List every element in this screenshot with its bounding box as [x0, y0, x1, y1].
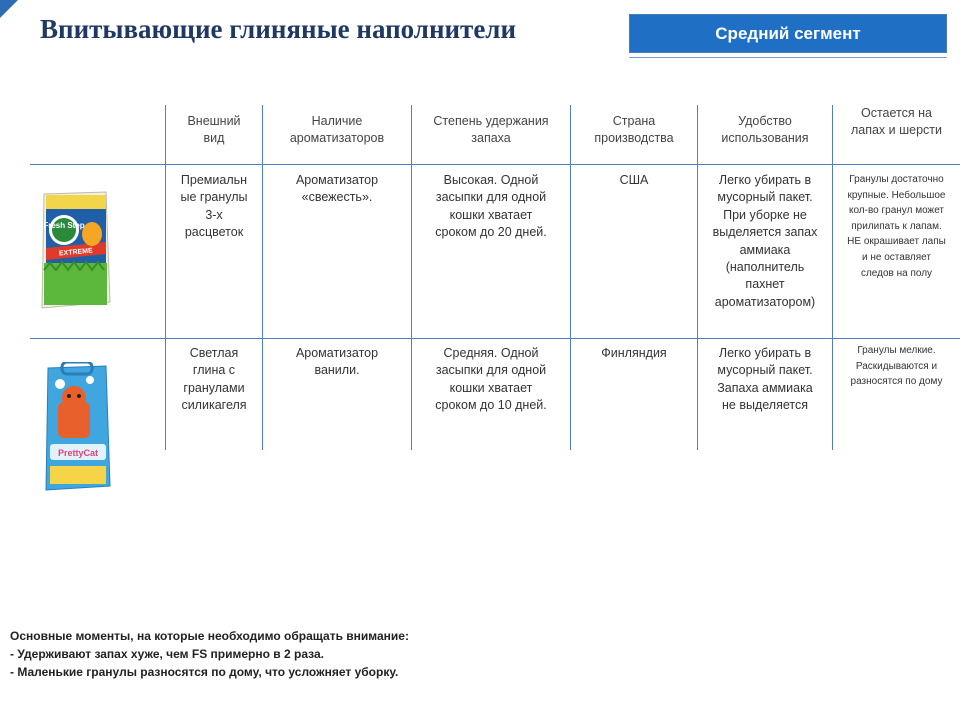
- cell-line: крупные. Небольшое: [847, 189, 946, 201]
- row2-tracking: [833, 343, 960, 390]
- cell-line: выделяется запах: [712, 225, 818, 240]
- page-title: Впитывающие глиняные наполнители: [40, 14, 517, 44]
- row1-fragrance: [263, 172, 411, 207]
- cell-line: мусорный пакет.: [717, 190, 813, 205]
- cell-line: следов на полу: [860, 267, 933, 279]
- cell-line: засыпки для одной: [435, 190, 547, 205]
- cell-line: кошки хватает: [449, 207, 533, 222]
- cell-line: прилипать к лапам.: [851, 220, 942, 232]
- row1-odor-control: [412, 172, 570, 242]
- fresh-step-extreme-bag: [38, 190, 114, 317]
- row2-country: [571, 345, 697, 362]
- cell-line: Ароматизатор: [295, 346, 379, 360]
- header-line: Остается на: [861, 106, 932, 120]
- cell-line: аммиака: [739, 242, 791, 257]
- header-line: ароматизаторов: [289, 131, 385, 146]
- header-line: использования: [721, 131, 809, 146]
- header-appearance: [166, 113, 262, 148]
- row2-usability: [698, 345, 832, 415]
- header-line: Наличие: [311, 114, 363, 128]
- cell-line: «свежесть».: [301, 190, 373, 205]
- corner-accent: [0, 0, 18, 18]
- cell-line: не выделяется: [722, 398, 808, 413]
- cell-line: Высокая. Одной: [443, 173, 539, 187]
- cell-line: разносятся по дому: [850, 376, 943, 388]
- row1-country: [571, 172, 697, 189]
- col-divider: [262, 105, 263, 450]
- segment-badge: Средний сегмент: [629, 14, 947, 53]
- cell-line: засыпки для одной: [435, 363, 547, 378]
- header-line: Степень удержания: [433, 114, 549, 128]
- cell-line: Запаха аммиака: [717, 380, 813, 395]
- package-line-text: EXTREME: [58, 247, 94, 258]
- cell-line: и не оставляет: [862, 251, 931, 263]
- cell-line: гранулами: [183, 380, 245, 395]
- cell-line: Светлая: [189, 346, 239, 360]
- cell-line: Гранулы достаточно: [849, 174, 944, 185]
- notes-item: - Удерживают запах хуже, чем FS примерно в 2 раза.: [10, 647, 324, 661]
- header-line: запаха: [471, 131, 511, 146]
- header-line: Страна: [612, 114, 656, 128]
- cell-line: ые гранулы: [180, 190, 248, 205]
- header-line: вид: [203, 131, 225, 146]
- cell-line: кошки хватает: [449, 380, 533, 395]
- cell-line: сроком до 10 дней.: [435, 398, 547, 413]
- header-country: [571, 113, 697, 148]
- header-tracking: [833, 105, 960, 140]
- header-line: производства: [594, 131, 674, 146]
- cell-line: расцветок: [184, 225, 244, 240]
- package-brand-text: Fresh Step: [43, 221, 85, 230]
- header-line: лапах и шерсти: [850, 123, 943, 138]
- header-usability: [698, 113, 832, 148]
- notes-block: [10, 627, 409, 681]
- cell-line: сроком до 20 дней.: [435, 225, 547, 240]
- header-fragrance: [263, 113, 411, 148]
- row2-fragrance: [263, 345, 411, 380]
- header-odor-control: [412, 113, 570, 148]
- cell-line: Легко убирать в: [718, 346, 812, 360]
- cell-line: глина с: [192, 363, 236, 378]
- cell-line: ванили.: [314, 363, 360, 378]
- cell-line: силикагеля: [181, 398, 247, 413]
- cell-line: (наполнитель: [725, 260, 805, 275]
- row1-tracking: [833, 172, 960, 281]
- badge-rule: [629, 57, 947, 58]
- cell-line: США: [619, 173, 649, 187]
- cell-line: ароматизатором): [714, 294, 816, 309]
- cell-line: При уборке не: [723, 207, 807, 222]
- header-line: Внешний: [187, 114, 241, 128]
- cell-line: пахнет: [745, 277, 785, 292]
- col-divider: [570, 105, 571, 450]
- package-brand-text: PrettyCat: [57, 448, 99, 458]
- header-line: Удобство: [738, 114, 792, 128]
- cell-line: Гранулы мелкие.: [857, 345, 936, 356]
- cell-line: Раскидываются и: [855, 360, 938, 372]
- table-header-rule: [30, 164, 960, 165]
- cell-line: кол-во гранул может: [848, 205, 945, 217]
- cell-line: НЕ окрашивает лапы: [847, 236, 946, 248]
- row1-appearance: [166, 172, 262, 242]
- notes-item: - Маленькие гранулы разносятся по дому, что усложняет уборку.: [10, 665, 399, 679]
- cell-line: Финляндия: [601, 346, 667, 360]
- row2-appearance: [166, 345, 262, 415]
- notes-heading: Основные моменты, на которые необходимо обращать внимание:: [10, 629, 409, 643]
- cell-line: 3-х: [205, 207, 223, 222]
- cell-line: мусорный пакет.: [717, 363, 813, 378]
- cell-line: Легко убирать в: [718, 173, 812, 187]
- cell-line: Средняя. Одной: [443, 346, 539, 360]
- row1-usability: [698, 172, 832, 311]
- cell-line: Ароматизатор: [295, 173, 379, 187]
- pretty-cat-bag: [40, 362, 116, 499]
- table-row-rule: [30, 338, 960, 339]
- cell-line: Премиальн: [180, 173, 248, 187]
- row2-odor-control: [412, 345, 570, 415]
